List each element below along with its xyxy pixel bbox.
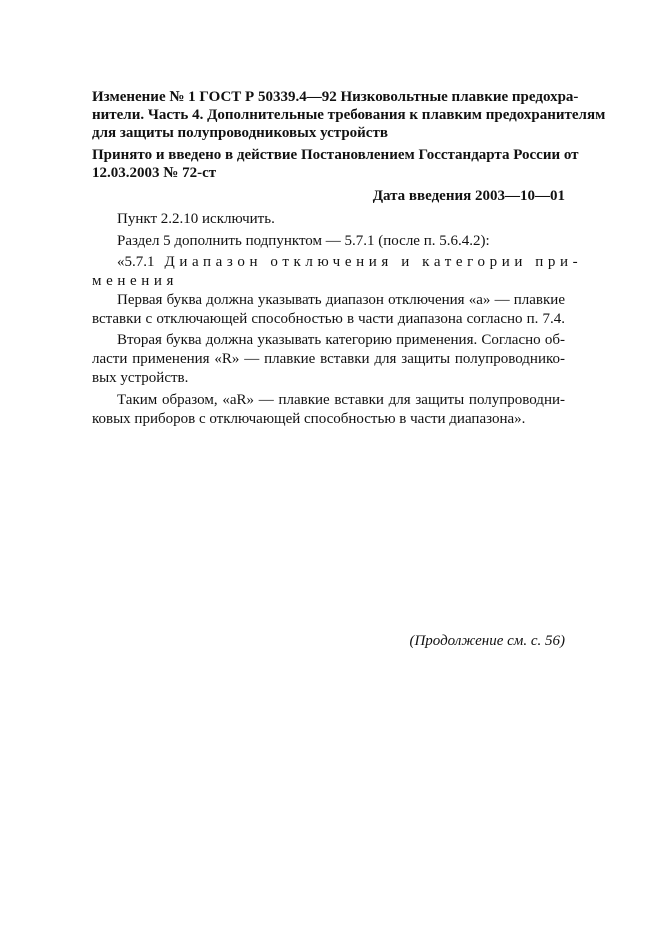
amendment-title-line: Изменение № 1 ГОСТ Р 50339.4—92 Низковольтные плавкие предохра-	[92, 89, 579, 105]
paragraph-line: ласти применения «R» — плавкие вставки для защиты полупроводнико-	[92, 351, 565, 367]
paragraph-line: вых устройств.	[92, 370, 189, 386]
subclause-title: Диапазон отключения и категории при-	[164, 254, 583, 270]
subclause-title-cont: менения	[92, 273, 178, 289]
effective-date: Дата введения 2003—10—01	[372, 188, 565, 204]
paragraph: Раздел 5 дополнить подпунктом — 5.7.1 (после п. 5.6.4.2):	[117, 233, 490, 249]
adoption-line: 12.03.2003 № 72-ст	[92, 165, 217, 181]
amendment-title-line: для защиты полупроводниковых устройств	[92, 125, 388, 141]
continuation-note: (Продолжение см. с. 56)	[409, 633, 565, 649]
subclause-heading	[117, 253, 583, 271]
paragraph-line: Таким образом, «aR» — плавкие вставки для защиты полупроводни-	[117, 392, 565, 408]
subclause-number: «5.7.1	[117, 254, 155, 270]
paragraph-line: вставки с отключающей способностью в части диапазона согласно п. 7.4.	[92, 311, 565, 327]
paragraph-line: Первая буква должна указывать диапазон отключения «а» — плавкие	[117, 292, 565, 308]
paragraph-line: Вторая буква должна указывать категорию применения. Согласно об-	[117, 332, 565, 348]
paragraph-line: ковых приборов с отключающей способностью в части диапазона».	[92, 411, 526, 427]
amendment-title-line: нители. Часть 4. Дополнительные требования к плавким предохранителям	[92, 107, 606, 123]
adoption-line: Принято и введено в действие Постановлением Госстандарта России от	[92, 147, 579, 163]
paragraph: Пункт 2.2.10 исключить.	[117, 211, 275, 227]
